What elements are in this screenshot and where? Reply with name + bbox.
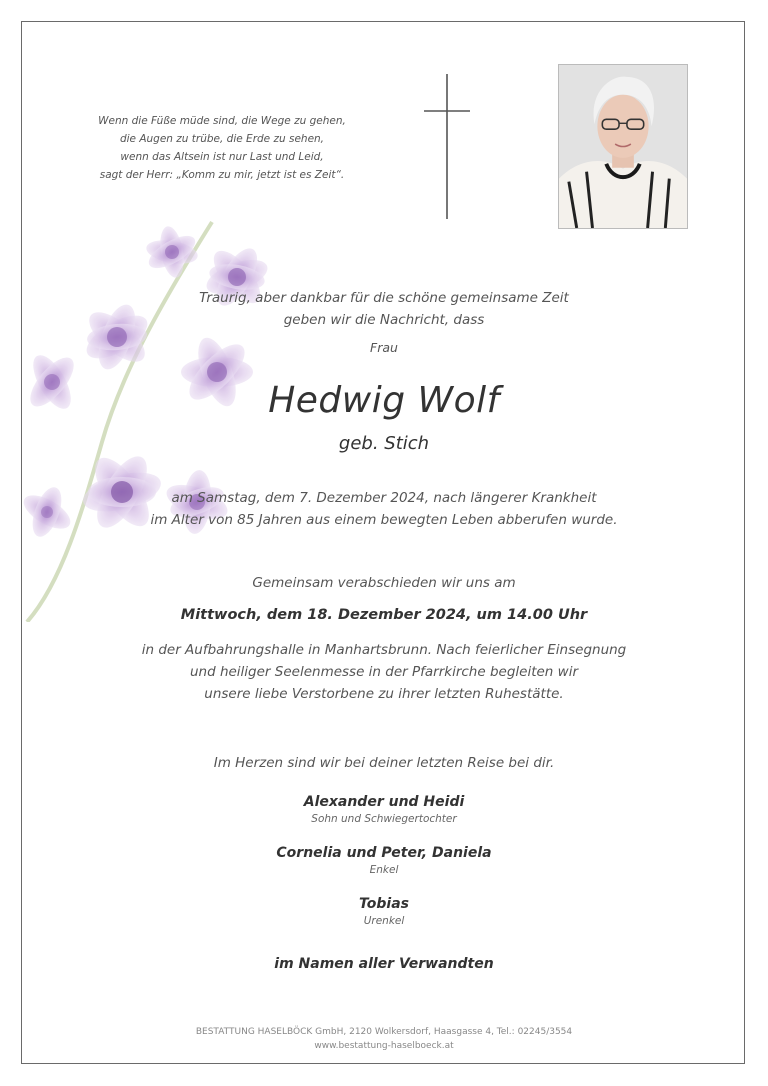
family-names: Cornelia und Peter, Daniela xyxy=(276,845,492,861)
family-relation: Enkel xyxy=(369,864,399,876)
death-line: im Alter von 85 Jahren aus einem bewegten Leben abberufen wurde. xyxy=(150,512,618,528)
intro-line: Traurig, aber dankbar für die schöne gemeinsame Zeit xyxy=(199,290,569,306)
intro-line: geben wir die Nachricht, dass xyxy=(283,312,485,328)
poem-line: Wenn die Füße müde sind, die Wege zu gehen, xyxy=(98,115,346,127)
closing-text: im Namen aller Verwandten xyxy=(274,956,494,972)
poem-line: wenn das Altsein ist nur Last und Leid, xyxy=(120,151,324,163)
ceremony-line: und heiliger Seelenmesse in der Pfarrkirche begleiten wir xyxy=(189,664,579,680)
family-entry xyxy=(22,794,745,825)
poem xyxy=(82,112,362,184)
farewell-date: Mittwoch, dem 18. Dezember 2024, um 14.00 Uhr xyxy=(180,607,588,623)
family-relation: Sohn und Schwiegertochter xyxy=(311,813,457,825)
poem-line: sagt der Herr: „Komm zu mir, jetzt ist es Zeit“. xyxy=(99,169,345,181)
ceremony-line: unsere liebe Verstorbene zu ihrer letzten Ruhestätte. xyxy=(204,686,564,702)
intro-text xyxy=(22,287,745,331)
family-entry xyxy=(22,896,745,927)
poem-line: die Augen zu trübe, die Erde zu sehen, xyxy=(119,133,325,145)
cross-icon xyxy=(422,74,472,219)
family-entry xyxy=(22,845,745,876)
family-relation: Urenkel xyxy=(363,915,405,927)
family-names: Alexander und Heidi xyxy=(303,794,465,810)
death-notice xyxy=(22,487,745,531)
farewell-intro: Gemeinsam verabschieden wir uns am xyxy=(252,575,516,591)
ceremony-details xyxy=(22,639,745,705)
obituary-card xyxy=(21,21,745,1064)
deceased-name: Hedwig Wolf xyxy=(268,380,500,421)
footer xyxy=(22,1025,745,1053)
heart-text: Im Herzen sind wir bei deiner letzten Reise bei dir. xyxy=(213,755,555,771)
footer-website[interactable]: www.bestattung-haselboeck.at xyxy=(314,1041,454,1051)
portrait-photo xyxy=(558,64,688,229)
death-line: am Samstag, dem 7. Dezember 2024, nach längerer Krankheit xyxy=(171,490,597,506)
ceremony-line: in der Aufbahrungshalle in Manhartsbrunn. Nach feierlicher Einsegnung xyxy=(141,642,627,658)
family-names: Tobias xyxy=(359,896,409,912)
birth-name: geb. Stich xyxy=(338,433,430,454)
salutation: Frau xyxy=(370,340,398,355)
footer-company: BESTATTUNG HASELBÖCK GmbH, 2120 Wolkersdorf, Haasgasse 4, Tel.: 02245/3554 xyxy=(195,1027,573,1037)
